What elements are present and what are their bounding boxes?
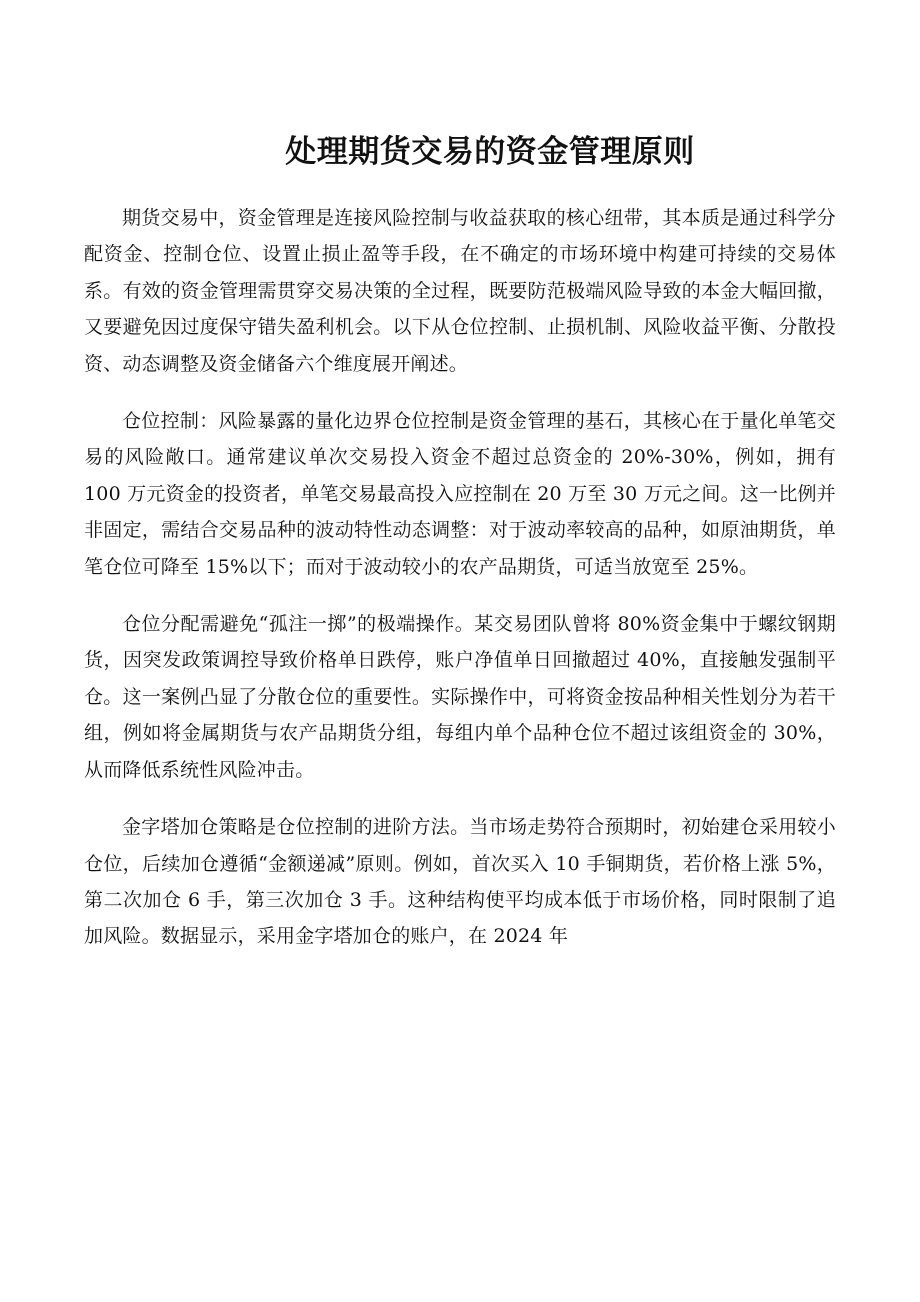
document-title: 处理期货交易的资金管理原则	[285, 134, 695, 170]
paragraph-pyramid-strategy: 金字塔加仓策略是仓位控制的进阶方法。当市场走势符合预期时，初始建仓采用较小仓位，后续加仓遵循“金额递减”原则。例如，首次买入 10 手铜期货，若价格上涨 5%，第二次加仓 6 手，第三次加仓 3 手。这种结构使平均成本低于市场价格，同时限制了追加风险。数据显示，采用金字塔加仓的账户，在 2024 年	[84, 816, 836, 948]
document-body	[84, 200, 836, 976]
paragraph-position-control: 仓位控制：风险暴露的量化边界仓位控制是资金管理的基石，其核心在于量化单笔交易的风险敞口。通常建议单次交易投入资金不超过总资金的 20%-30%，例如，拥有 100 万元资金的投资者，单笔交易最高投入应控制在 20 万至 30 万元之间。这一比例并非固定，需结合交易品种的波动特性动态调整：对于波动率较高的品种，如原油期货，单笔仓位可降至 15%以下；而对于波动较小的农产品期货，可适当放宽至 25%。	[84, 410, 836, 578]
paragraph-position-allocation: 仓位分配需避免“孤注一掷”的极端操作。某交易团队曾将 80%资金集中于螺纹钢期货，因突发政策调控导致价格单日跌停，账户净值单日回撤超过 40%，直接触发强制平仓。这一案例凸显了分散仓位的重要性。实际操作中，可将资金按品种相关性划分为若干组，例如将金属期货与农产品期货分组，每组内单个品种仓位不超过该组资金的 30%，从而降低系统性风险冲击。	[84, 613, 836, 781]
paragraph-intro: 期货交易中，资金管理是连接风险控制与收益获取的核心纽带，其本质是通过科学分配资金、控制仓位、设置止损止盈等手段，在不确定的市场环境中构建可持续的交易体系。有效的资金管理需贯穿交易决策的全过程，既要防范极端风险导致的本金大幅回撤，又要避免因过度保守错失盈利机会。以下从仓位控制、止损机制、风险收益平衡、分散投资、动态调整及资金储备六个维度展开阐述。	[84, 207, 836, 375]
